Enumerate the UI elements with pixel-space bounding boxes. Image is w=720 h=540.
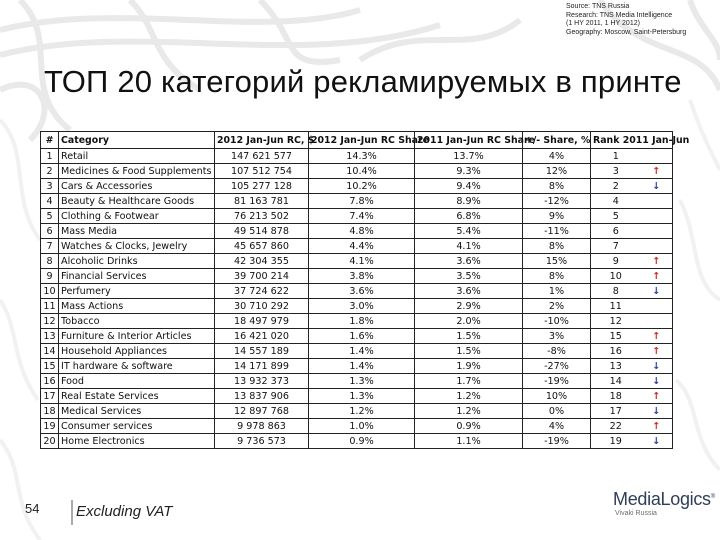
row-share-change: 4% xyxy=(523,149,591,164)
table-row xyxy=(41,389,673,404)
row-share-2011: 1.7% xyxy=(415,374,523,389)
period-line: (1 HY 2011, 1 HY 2012) xyxy=(566,20,640,28)
row-category: Home Electronics xyxy=(59,434,215,449)
row-share-2011: 4.1% xyxy=(415,239,523,254)
row-trend xyxy=(641,389,673,404)
table-row xyxy=(41,269,673,284)
row-share-change: -19% xyxy=(523,374,591,389)
row-share-2012: 7.4% xyxy=(309,209,415,224)
row-rc-2012: 13 837 906 xyxy=(215,389,309,404)
row-share-2012: 10.4% xyxy=(309,164,415,179)
arrow-down-icon: ↓ xyxy=(652,405,661,417)
row-share-2012: 4.4% xyxy=(309,239,415,254)
row-index: 3 xyxy=(41,179,59,194)
table-row xyxy=(41,404,673,419)
row-share-2012: 0.9% xyxy=(309,434,415,449)
row-share-change: 10% xyxy=(523,389,591,404)
row-trend xyxy=(641,284,673,299)
row-index: 1 xyxy=(41,149,59,164)
row-rank-2011: 12 xyxy=(591,314,641,329)
research-line: Research: TNS Media Intelligence xyxy=(566,11,673,19)
header-rank-2011: Rank 2011 Jan-Jun xyxy=(591,132,673,149)
row-category: IT hardware & software xyxy=(59,359,215,374)
row-share-2011: 3.6% xyxy=(415,284,523,299)
table-body xyxy=(41,149,673,449)
row-index: 8 xyxy=(41,254,59,269)
row-rc-2012: 39 700 214 xyxy=(215,269,309,284)
row-share-change: -8% xyxy=(523,344,591,359)
row-rank-2011: 18 xyxy=(591,389,641,404)
row-category: Household Appliances xyxy=(59,344,215,359)
row-share-change: 3% xyxy=(523,329,591,344)
row-category: Clothing & Footwear xyxy=(59,209,215,224)
row-share-2012: 7.8% xyxy=(309,194,415,209)
row-share-2011: 2.9% xyxy=(415,299,523,314)
row-share-2012: 3.0% xyxy=(309,299,415,314)
logo-brand xyxy=(613,489,715,510)
header-index: # xyxy=(41,132,59,149)
row-share-2012: 1.4% xyxy=(309,359,415,374)
row-share-2012: 1.3% xyxy=(309,374,415,389)
row-trend xyxy=(641,194,673,209)
arrow-up-icon: ↑ xyxy=(652,390,661,402)
table-row xyxy=(41,314,673,329)
row-share-2011: 1.1% xyxy=(415,434,523,449)
row-share-change: 15% xyxy=(523,254,591,269)
row-rc-2012: 45 657 860 xyxy=(215,239,309,254)
row-rank-2011: 11 xyxy=(591,299,641,314)
row-category: Furniture & Interior Articles xyxy=(59,329,215,344)
arrow-up-icon: ↑ xyxy=(652,255,661,267)
row-share-2011: 8.9% xyxy=(415,194,523,209)
row-trend xyxy=(641,254,673,269)
row-rc-2012: 147 621 577 xyxy=(215,149,309,164)
table-row xyxy=(41,164,673,179)
category-table-frame xyxy=(40,131,690,450)
row-share-2011: 13.7% xyxy=(415,149,523,164)
row-trend xyxy=(641,224,673,239)
row-index: 18 xyxy=(41,404,59,419)
row-share-change: 8% xyxy=(523,239,591,254)
table-header-row xyxy=(41,132,673,149)
row-trend xyxy=(641,299,673,314)
row-category: Retail xyxy=(59,149,215,164)
row-category: Watches & Clocks, Jewelry xyxy=(59,239,215,254)
row-rank-2011: 14 xyxy=(591,374,641,389)
row-share-2011: 9.3% xyxy=(415,164,523,179)
row-share-2011: 1.9% xyxy=(415,359,523,374)
row-rc-2012: 9 978 863 xyxy=(215,419,309,434)
vat-footnote: Excluding VAT xyxy=(76,503,173,520)
row-category: Beauty & Healthcare Goods xyxy=(59,194,215,209)
row-rank-2011: 22 xyxy=(591,419,641,434)
row-share-2011: 9.4% xyxy=(415,179,523,194)
row-share-change: -19% xyxy=(523,434,591,449)
arrow-up-icon: ↑ xyxy=(652,330,661,342)
row-index: 17 xyxy=(41,389,59,404)
page-title: ТОП 20 категорий рекламируемых в принте xyxy=(44,64,682,99)
logo-subtitle: Vivaki Russia xyxy=(615,510,657,517)
row-trend xyxy=(641,419,673,434)
row-share-2012: 1.3% xyxy=(309,389,415,404)
table-row xyxy=(41,374,673,389)
row-rank-2011: 2 xyxy=(591,179,641,194)
row-trend xyxy=(641,209,673,224)
row-trend xyxy=(641,314,673,329)
row-category: Medicines & Food Supplements xyxy=(59,164,215,179)
row-share-change: -11% xyxy=(523,224,591,239)
row-index: 7 xyxy=(41,239,59,254)
row-category: Food xyxy=(59,374,215,389)
row-share-change: 4% xyxy=(523,419,591,434)
row-rank-2011: 3 xyxy=(591,164,641,179)
row-category: Consumer services xyxy=(59,419,215,434)
row-trend xyxy=(641,344,673,359)
row-index: 9 xyxy=(41,269,59,284)
row-rank-2011: 10 xyxy=(591,269,641,284)
row-share-2012: 1.6% xyxy=(309,329,415,344)
row-index: 19 xyxy=(41,419,59,434)
row-index: 5 xyxy=(41,209,59,224)
row-category: Mass Media xyxy=(59,224,215,239)
row-share-change: 1% xyxy=(523,284,591,299)
row-trend xyxy=(641,149,673,164)
row-share-2011: 3.6% xyxy=(415,254,523,269)
row-rc-2012: 81 163 781 xyxy=(215,194,309,209)
row-rank-2011: 15 xyxy=(591,329,641,344)
header-category: Category xyxy=(59,132,215,149)
row-index: 20 xyxy=(41,434,59,449)
table-row xyxy=(41,284,673,299)
logo-registered-mark: ® xyxy=(710,494,715,500)
row-rank-2011: 16 xyxy=(591,344,641,359)
row-rc-2012: 30 710 292 xyxy=(215,299,309,314)
row-trend xyxy=(641,404,673,419)
geography-line: Geography: Moscow, Saint-Petersburg xyxy=(566,28,687,36)
table-row xyxy=(41,419,673,434)
page-number: 54 xyxy=(25,501,40,516)
row-share-change: -12% xyxy=(523,194,591,209)
table-row xyxy=(41,149,673,164)
row-index: 4 xyxy=(41,194,59,209)
row-index: 15 xyxy=(41,359,59,374)
table-row xyxy=(41,359,673,374)
row-rank-2011: 1 xyxy=(591,149,641,164)
row-share-2011: 1.2% xyxy=(415,389,523,404)
row-share-change: 0% xyxy=(523,404,591,419)
row-category: Tobacco xyxy=(59,314,215,329)
row-share-2012: 1.0% xyxy=(309,419,415,434)
row-share-change: 2% xyxy=(523,299,591,314)
row-rank-2011: 4 xyxy=(591,194,641,209)
row-share-2012: 3.6% xyxy=(309,284,415,299)
table-row xyxy=(41,209,673,224)
row-share-2011: 0.9% xyxy=(415,419,523,434)
table-row xyxy=(41,179,673,194)
row-share-2012: 1.8% xyxy=(309,314,415,329)
row-share-2012: 4.1% xyxy=(309,254,415,269)
row-rank-2011: 17 xyxy=(591,404,641,419)
table-row xyxy=(41,344,673,359)
row-share-2012: 4.8% xyxy=(309,224,415,239)
row-category: Financial Services xyxy=(59,269,215,284)
category-table xyxy=(40,131,690,449)
row-rc-2012: 13 932 373 xyxy=(215,374,309,389)
row-trend xyxy=(641,329,673,344)
header-rc-2012: 2012 Jan-Jun RC, $ xyxy=(215,132,309,149)
row-category: Real Estate Services xyxy=(59,389,215,404)
arrow-down-icon: ↓ xyxy=(652,180,661,192)
header-share-change: +/- Share, % xyxy=(523,132,591,149)
row-rc-2012: 12 897 768 xyxy=(215,404,309,419)
row-rc-2012: 42 304 355 xyxy=(215,254,309,269)
table-row xyxy=(41,299,673,314)
arrow-down-icon: ↓ xyxy=(652,285,661,297)
row-category: Cars & Accessories xyxy=(59,179,215,194)
medialogics-logo xyxy=(613,489,715,517)
row-share-change: 12% xyxy=(523,164,591,179)
table-row xyxy=(41,434,673,449)
table-row xyxy=(41,194,673,209)
row-trend xyxy=(641,359,673,374)
arrow-up-icon: ↑ xyxy=(652,345,661,357)
arrow-down-icon: ↓ xyxy=(652,375,661,387)
row-rc-2012: 37 724 622 xyxy=(215,284,309,299)
row-share-change: -10% xyxy=(523,314,591,329)
row-rc-2012: 49 514 878 xyxy=(215,224,309,239)
arrow-up-icon: ↑ xyxy=(652,270,661,282)
arrow-down-icon: ↓ xyxy=(652,435,661,447)
source-line: Source: TNS Russia xyxy=(566,3,630,10)
row-share-change: 8% xyxy=(523,179,591,194)
row-index: 6 xyxy=(41,224,59,239)
row-trend xyxy=(641,179,673,194)
header-share-2011: 2011 Jan-Jun RC Share xyxy=(415,132,523,149)
row-index: 13 xyxy=(41,329,59,344)
row-rc-2012: 105 277 128 xyxy=(215,179,309,194)
arrow-up-icon: ↑ xyxy=(652,165,661,177)
arrow-up-icon: ↑ xyxy=(652,420,661,432)
row-rc-2012: 14 557 189 xyxy=(215,344,309,359)
row-rank-2011: 9 xyxy=(591,254,641,269)
row-share-2012: 1.2% xyxy=(309,404,415,419)
row-share-2012: 10.2% xyxy=(309,179,415,194)
row-share-2011: 3.5% xyxy=(415,269,523,284)
row-rc-2012: 107 512 754 xyxy=(215,164,309,179)
logo-text: MediaLogics xyxy=(613,489,711,509)
row-share-change: -27% xyxy=(523,359,591,374)
row-share-2011: 1.5% xyxy=(415,344,523,359)
header-share-2012: 2012 Jan-Jun RC Share xyxy=(309,132,415,149)
row-share-2012: 3.8% xyxy=(309,269,415,284)
table-row xyxy=(41,224,673,239)
row-rc-2012: 18 497 979 xyxy=(215,314,309,329)
row-trend xyxy=(641,239,673,254)
row-rc-2012: 76 213 502 xyxy=(215,209,309,224)
arrow-down-icon: ↓ xyxy=(652,360,661,372)
row-rc-2012: 16 421 020 xyxy=(215,329,309,344)
row-rc-2012: 9 736 573 xyxy=(215,434,309,449)
row-rank-2011: 6 xyxy=(591,224,641,239)
row-share-2011: 1.5% xyxy=(415,329,523,344)
row-index: 16 xyxy=(41,374,59,389)
row-share-2012: 14.3% xyxy=(309,149,415,164)
row-index: 2 xyxy=(41,164,59,179)
row-trend xyxy=(641,374,673,389)
table-row xyxy=(41,254,673,269)
row-trend xyxy=(641,434,673,449)
row-share-2011: 6.8% xyxy=(415,209,523,224)
row-trend xyxy=(641,269,673,284)
row-rank-2011: 13 xyxy=(591,359,641,374)
source-note xyxy=(566,3,686,37)
row-share-2011: 1.2% xyxy=(415,404,523,419)
row-category: Alcoholic Drinks xyxy=(59,254,215,269)
row-index: 11 xyxy=(41,299,59,314)
table-row xyxy=(41,239,673,254)
row-rank-2011: 5 xyxy=(591,209,641,224)
row-share-change: 9% xyxy=(523,209,591,224)
row-rank-2011: 8 xyxy=(591,284,641,299)
row-share-change: 8% xyxy=(523,269,591,284)
row-rc-2012: 14 171 899 xyxy=(215,359,309,374)
row-category: Mass Actions xyxy=(59,299,215,314)
row-share-2012: 1.4% xyxy=(309,344,415,359)
row-share-2011: 5.4% xyxy=(415,224,523,239)
row-trend xyxy=(641,164,673,179)
table-row xyxy=(41,329,673,344)
row-category: Medical Services xyxy=(59,404,215,419)
row-share-2011: 2.0% xyxy=(415,314,523,329)
row-index: 10 xyxy=(41,284,59,299)
row-rank-2011: 19 xyxy=(591,434,641,449)
row-index: 12 xyxy=(41,314,59,329)
row-index: 14 xyxy=(41,344,59,359)
row-category: Perfumery xyxy=(59,284,215,299)
row-rank-2011: 7 xyxy=(591,239,641,254)
